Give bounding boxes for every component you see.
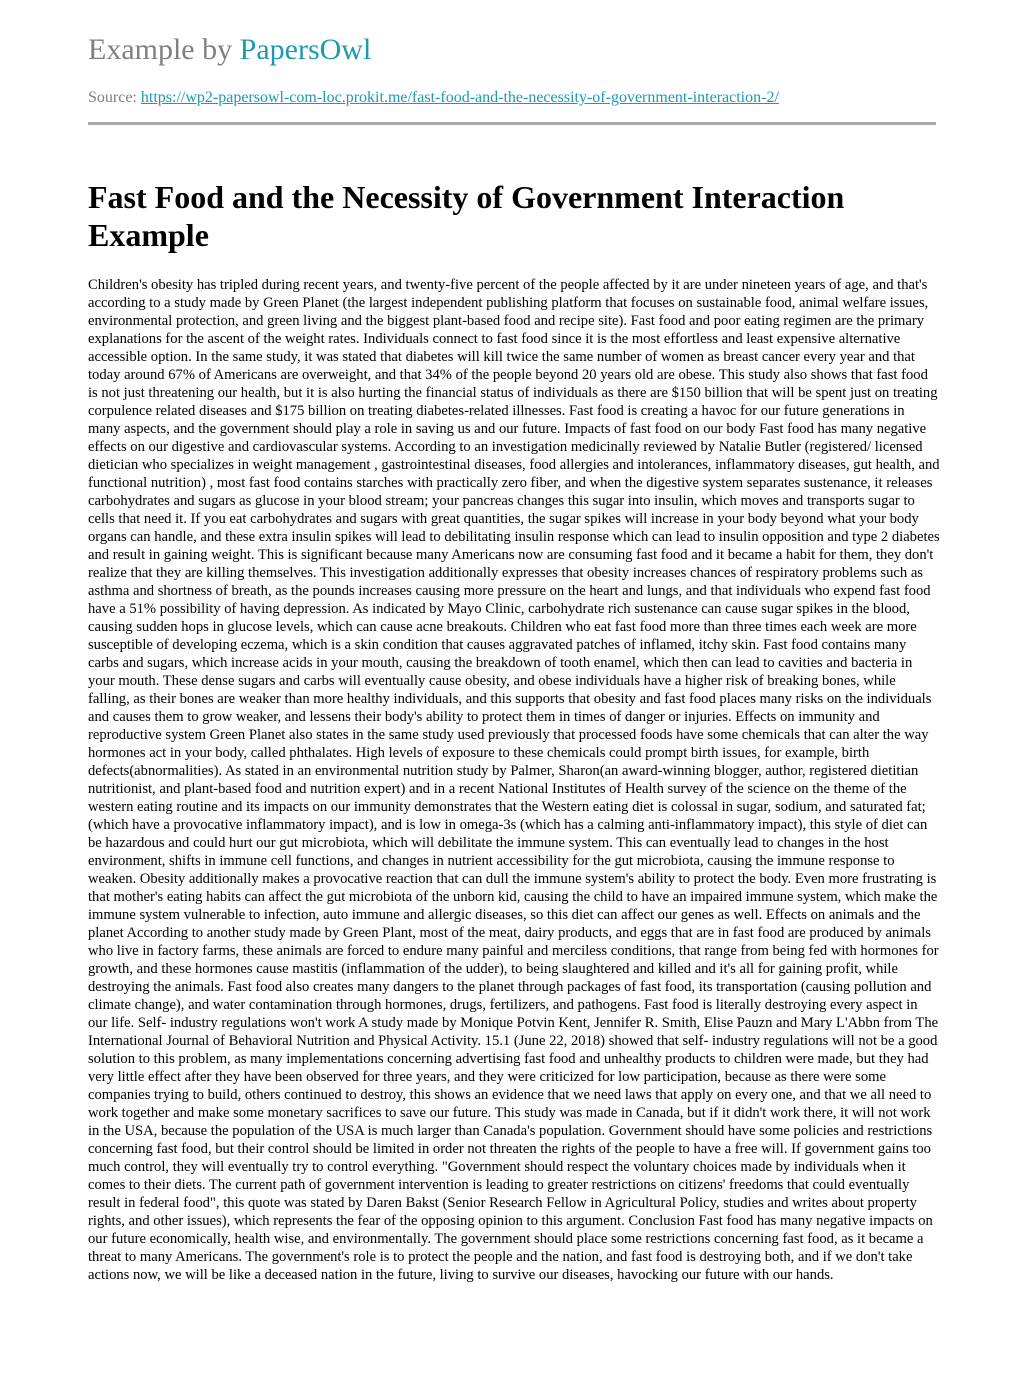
source-label: Source:	[88, 89, 141, 106]
essay-body: Children's obesity has tripled during recent years, and twenty-five percent of the people affected by it are under nineteen years of age, and that's according to a study made by Green Planet (the largest independent publishing platform that focuses on sustainable food, animal welfare issues, environmental protection, and green living and the biggest plant-based food and recipe site). Fast food and poor eating regimen are the primary explanations for the ascent of the weight rates. Individuals connect to fast food since it is the most effortless and least expensive alternative accessible option. In the same study, it was stated that diabetes will kill twice the same number of women as breast cancer every year and that today around 67% of Americans are overweight, and that 34% of the people beyond 20 years old are obese. This study also shows that fast food is not just threatening our health, but it is also hurting the financial status of individuals as there are $150 billion that will be spent just on treating corpulence related diseases and $175 billion on treating diabetes-related illnesses. Fast food is creating a havoc for our future generations in many aspects, and the government should play a role in saving us and our future. Impacts of fast food on our body Fast food has many negative effects on our digestive and cardiovascular systems. According to an investigation medicinally reviewed by Natalie Butler (registered/ licensed dietician who specializes in weight management , gastrointestinal diseases, food allergies and intolerances, inflammatory diseases, gut health, and functional nutrition) , most fast food contains starches with practically zero fiber, and when the digestive system separates sustenance, it releases carbohydrates and sugars as glucose in your blood stream; your pancreas changes this sugar into insulin, which moves and transports sugar to cells that need it. If you eat carbohydrates and sugars with great quantities, the sugar spikes will increase in your body beyond what your body organs can handle, and these extra insulin spikes will lead to debilitating insulin response which can lead to insulin opposition and type 2 diabetes and result in gaining weight. This is significant because many Americans now are consuming fast food and it became a habit for them, they don't realize that they are killing themselves. This investigation additionally expresses that obesity increases chances of respiratory problems such as asthma and shortness of breath, as the pounds increases causing more pressure on the heart and lungs, and that individuals who expend fast food have a 51% possibility of having depression. As indicated by Mayo Clinic, carbohydrate rich sustenance can cause sugar spikes in the blood, causing sudden hops in glucose levels, which can cause acne breakouts. Children who eat fast food more than three times each week are more susceptible of developing eczema, which is a skin condition that causes aggravated patches of inflamed, itchy skin. Fast food contains many carbs and sugars, which increase acids in your mouth, causing the breakdown of tooth enamel, which then can lead to cavities and bacteria in your mouth. These dense sugars and carbs will eventually cause obesity, and obese individuals have a higher risk of breaking bones, while falling, as their bones are weaker than more healthy individuals, and this supports that obesity and fast food places many risks on the individuals and causes them to grow weaker, and lessens their body's ability to protect them in times of danger or injuries. Effects on immunity and reproductive system Green Planet also states in the same study used previously that processed foods have some chemicals that can alter the way hormones act in your body, called phthalates. High levels of exposure to these chemicals could prompt birth issues, for example, birth defects(abnormalities). As stated in an environmental nutrition study by Palmer, Sharon(an award-winning blogger, author, registered dietitian nutritionist, and plant-based food and nutrition expert) and in a recent National Institutes of Health survey of the science on the theme of the western eating routine and its impacts on our immunity demonstrates that the Western eating diet is colossal in sugar, sodium, and saturated fat; (which have a provocative inflammatory impact), and is low in omega-3s (which has a calming anti-inflammatory impact), this style of diet can be hazardous and could hurt our gut microbiota, which will debilitate the immune system. This can eventually lead to changes in the host environment, shifts in immune cell functions, and changes in nutrient accessibility for the gut microbiota, causing the immune response to weaken. Obesity additionally makes a provocative reaction that can dull the immune system's ability to protect the body. Even more frustrating is that mother's eating habits can affect the gut microbiota of the unborn kid, causing the child to have an impaired immune system, which make the immune system vulnerable to infection, auto immune and allergic diseases, so this diet can affect our genes as well. Effects on animals and the planet According to another study made by Green Plant, most of the meat, dairy products, and eggs that are in fast food are produced by animals who live in factory farms, these animals are forced to endure many painful and merciless conditions, that range from being fed with hormones for growth, and these hormones cause mastitis (inflammation of the udder), to being slaughtered and killed and it's all for gaining profit, while destroying the animals. Fast food also creates many dangers to the planet through packages of fast food, its transportation (causing pollution and climate change), and water contamination through hormones, drugs, fertilizers, and pathogens. Fast food is literally destroying every aspect in our life. Self- industry regulations won't work A study made by Monique Potvin Kent, Jennifer R. Smith, Elise Pauzn and Mary L'Abbn from The International Journal of Behavioral Nutrition and Physical Activity. 15.1 (June 22, 2018) showed that self- industry regulations will not be a good solution to this problem, as many implementations concerning advertising fast food and unhealthy products to children were made, but they had very little effect after they have been observed for three years, and they were criticized for low participation, because as there were some companies trying to build, others continued to destroy, this shows an evidence that we need laws that apply on every one, and that we all need to work together and make some monetary sacrifices to save our future. This study was made in Canada, but if it didn't work there, it will not work in the USA, because the population of the USA is much larger than Canada's population. Government should have some policies and restrictions concerning fast food, but their control should be limited in order not threaten the rights of the people to have a free will. If government gains too much control, they will eventually try to control everything. "Government should respect the voluntary choices made by individuals when it comes to their diets. The current path of government intervention is leading to greater restrictions on citizens' freedoms that could eventually result in federal food", this quote was stated by Daren Bakst (Senior Research Fellow in Agricultural Policy, studies and writes about property rights, and other issues), which represents the fear of the opposing opinion to this argument. Conclusion Fast food has many negative impacts on our future economically, health wise, and environmentally. The government should place some restrictions concerning fast food, as it became a threat to many Americans. The government's role is to protect the people and the nation, and fast food is destroying both, and if we don't take actions now, we will be like a deceased nation in the future, living to survive our diseases, havocking our future with our hands.	[88, 277, 940, 1283]
brand-logo	[88, 30, 936, 70]
brand-name[interactable]: PapersOwl	[239, 33, 372, 66]
header-divider	[88, 122, 936, 125]
source-line	[88, 88, 936, 108]
source-link[interactable]: https://wp2-papersowl-com-loc.prokit.me/fast-food-and-the-necessity-of-government-interaction-2/	[140, 89, 779, 106]
brand-prefix: Example by	[88, 33, 240, 66]
page-title: Fast Food and the Necessity of Government Interaction Example	[88, 179, 845, 253]
page-header	[88, 30, 936, 125]
